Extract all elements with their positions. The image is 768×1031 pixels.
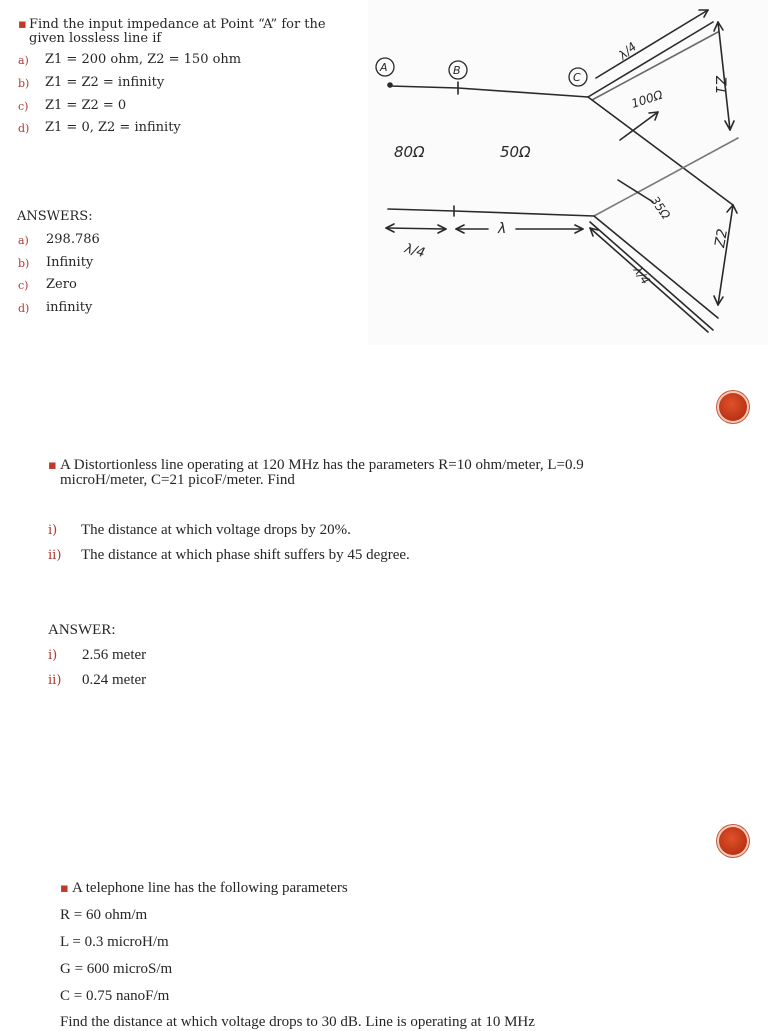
param-r: R = 60 ohm/m xyxy=(60,907,148,923)
z0-second-label: 50Ω xyxy=(500,143,531,161)
point-c-label: C xyxy=(573,71,581,84)
answer-text: Infinity xyxy=(46,255,94,270)
answer-marker: d) xyxy=(18,302,30,315)
answer-marker: ii) xyxy=(48,673,62,688)
param-c: C = 0.75 nanoF/m xyxy=(60,988,170,1004)
param-g: G = 600 microS/m xyxy=(60,961,173,977)
item-text: The distance at which voltage drops by 20%. xyxy=(81,522,351,538)
item-marker: ii) xyxy=(48,548,62,563)
point-a-label: A xyxy=(380,61,388,74)
answer-text: 298.786 xyxy=(46,232,100,247)
option-text: Z1 = 0, Z2 = infinity xyxy=(45,120,181,135)
question-line-1: Find the input impedance at Point “A” for the xyxy=(29,17,326,32)
item-marker: i) xyxy=(48,523,58,538)
question-line-2: microH/meter, C=21 picoF/meter. Find xyxy=(60,472,295,488)
answer-marker: b) xyxy=(18,257,30,270)
answer-text: infinity xyxy=(46,300,93,315)
answer-marker: c) xyxy=(18,279,29,292)
slide-marker-icon xyxy=(719,827,747,855)
answer-text: 2.56 meter xyxy=(82,647,147,663)
z0-upper-label: 100Ω xyxy=(629,87,665,111)
option-text: Z1 = Z2 = 0 xyxy=(45,98,127,113)
option-marker: a) xyxy=(18,54,29,67)
answer-text: Zero xyxy=(46,277,77,292)
slide-marker-icon xyxy=(719,393,747,421)
len-lower-label: λ/4 xyxy=(630,263,653,288)
question-line-2: given lossless line if xyxy=(29,31,162,46)
z0-first-label: 80Ω xyxy=(394,143,425,161)
answer-marker: i) xyxy=(48,648,58,663)
transmission-line-diagram xyxy=(368,0,768,345)
z0-lower-label: 35Ω xyxy=(647,193,674,222)
answer-heading: ANSWER: xyxy=(48,622,116,638)
load-z2-label: Z2 xyxy=(712,227,732,249)
option-text: Z1 = Z2 = infinity xyxy=(45,75,165,90)
param-l: L = 0.3 microH/m xyxy=(60,934,169,950)
answers-heading: ANSWERS: xyxy=(17,209,93,224)
question-line-1: A Distortionless line operating at 120 MHz has the parameters R=10 ohm/meter, L=0.9 xyxy=(60,457,584,473)
answer-text: 0.24 meter xyxy=(82,672,147,688)
len-first-label: λ/4 xyxy=(402,241,427,262)
intro-text: A telephone line has the following parameters xyxy=(72,880,348,896)
load-z1-label: Z1 xyxy=(712,76,728,95)
item-text: The distance at which phase shift suffers by 45 degree. xyxy=(81,547,410,563)
option-marker: c) xyxy=(18,100,29,113)
len-upper-label: λ/4 xyxy=(615,39,640,63)
option-text: Z1 = 200 ohm, Z2 = 150 ohm xyxy=(45,52,242,67)
bullet-icon: ▪ xyxy=(60,881,69,896)
len-second-label: λ xyxy=(498,221,507,237)
option-marker: b) xyxy=(18,77,30,90)
answer-marker: a) xyxy=(18,234,29,247)
point-b-label: B xyxy=(453,64,461,77)
bullet-icon: ▪ xyxy=(18,17,27,32)
last-line: Find the distance at which voltage drops to 30 dB. Line is operating at 10 MHz xyxy=(60,1014,535,1030)
option-marker: d) xyxy=(18,122,30,135)
bullet-icon: ▪ xyxy=(48,458,57,473)
